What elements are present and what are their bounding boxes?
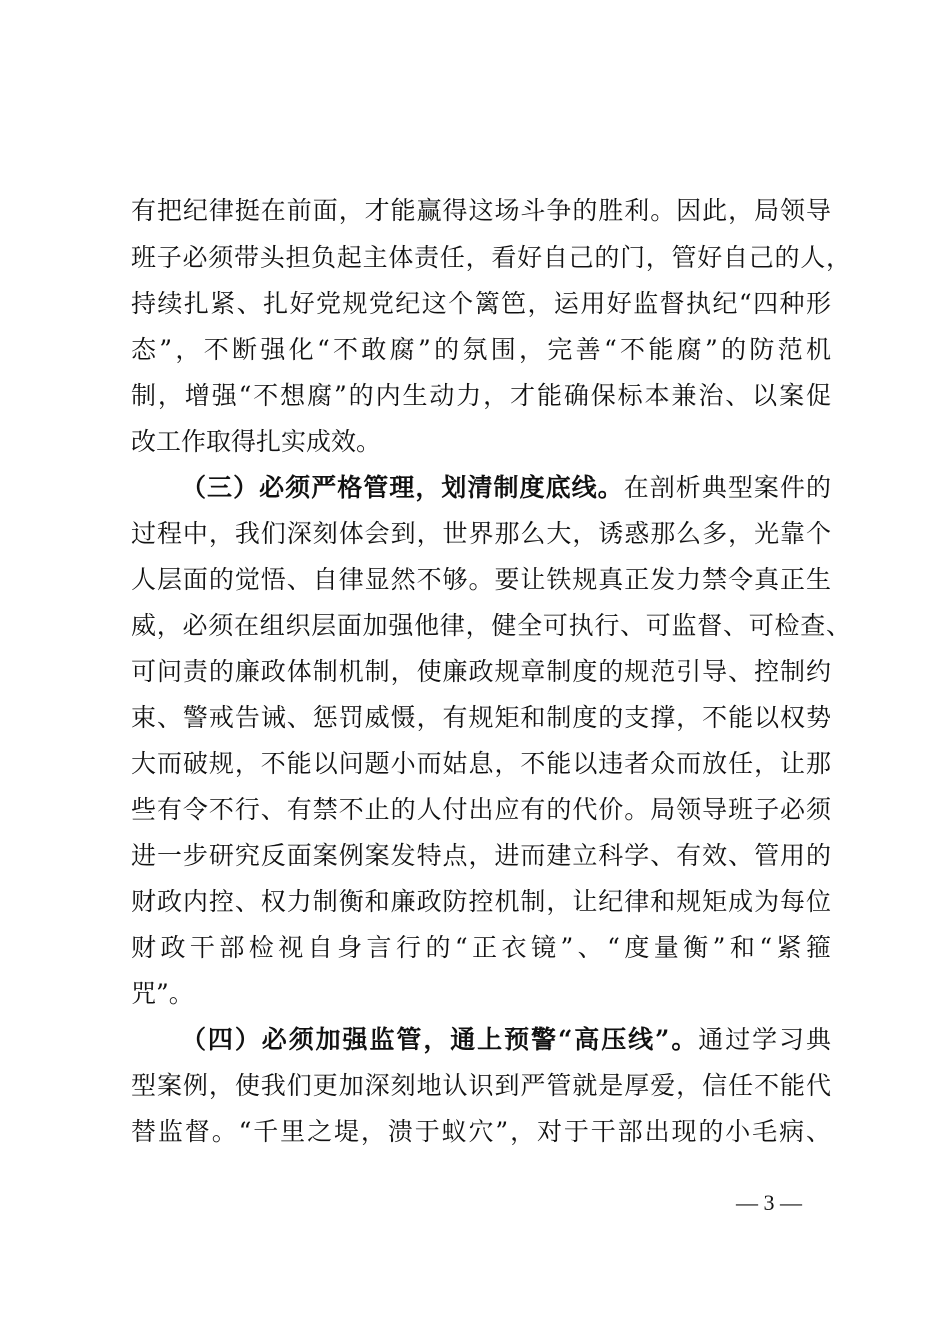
- paragraph-1-line-4: 态”，不断强化“不敢腐”的氛围，完善“不能腐”的防范机: [131, 335, 831, 364]
- paragraph-2-line-12: 咒”。: [131, 979, 194, 1008]
- paragraph-1-line-1: 有把纪律挺在前面，才能赢得这场斗争的胜利。因此，局领导: [131, 196, 831, 225]
- paragraph-2-heading: （三）必须严格管理，划清制度底线。: [181, 473, 624, 502]
- paragraph-1-line-3: 持续扎紧、扎好党规党纪这个篱笆，运用好监督执纪“四种形: [131, 289, 831, 318]
- paragraph-2-line-3: 人层面的觉悟、自律显然不够。要让铁规真正发力禁令真正生: [131, 565, 831, 594]
- paragraph-2-first-line: [181, 468, 831, 508]
- paragraph-2-line-2: 过程中，我们深刻体会到，世界那么大，诱惑那么多，光靠个: [131, 519, 831, 548]
- paragraph-3-first-line-rest: 通过学习典: [698, 1025, 831, 1054]
- page-number: — 3 —: [736, 1190, 802, 1215]
- paragraph-3-line-2: 型案例，使我们更加深刻地认识到严管就是厚爱，信任不能代: [131, 1071, 831, 1100]
- paragraph-2-line-5: 可问责的廉政体制机制，使廉政规章制度的规范引导、控制约: [131, 657, 831, 686]
- paragraph-2-line-8: 些有令不行、有禁不止的人付出应有的代价。局领导班子必须: [131, 795, 831, 824]
- paragraph-2-line-7: 大而破规，不能以问题小而姑息，不能以违者众而放任，让那: [131, 749, 831, 778]
- paragraph-2-line-10: 财政内控、权力制衡和廉政防控机制，让纪律和规矩成为每位: [131, 887, 831, 916]
- paragraph-2-line-9: 进一步研究反面案例案发特点，进而建立科学、有效、管用的: [131, 841, 831, 870]
- paragraph-2-line-11: 财政干部检视自身言行的“正衣镜”、“度量衡”和“紧箍: [131, 933, 831, 962]
- paragraph-2-line-4: 威，必须在组织层面加强他律，健全可执行、可监督、可检查、: [131, 611, 851, 640]
- paragraph-1-line-2: 班子必须带头担负起主体责任，看好自己的门，管好自己的人，: [131, 243, 851, 272]
- paragraph-3-first-line: [181, 1020, 831, 1060]
- paragraph-3-heading: （四）必须加强监管，通上预警“高压线”。: [181, 1025, 699, 1054]
- paragraph-2-first-line-rest: 在剖析典型案件的: [623, 473, 831, 502]
- paragraph-1-line-6: 改工作取得扎实成效。: [131, 427, 382, 456]
- paragraph-3-line-3: 替监督。“千里之堤，溃于蚁穴”，对于干部出现的小毛病、: [131, 1117, 831, 1146]
- paragraph-1-line-5: 制，增强“不想腐”的内生动力，才能确保标本兼治、以案促: [131, 381, 831, 410]
- paragraph-2-line-6: 束、警戒告诫、惩罚威慑，有规矩和制度的支撑，不能以权势: [131, 703, 831, 732]
